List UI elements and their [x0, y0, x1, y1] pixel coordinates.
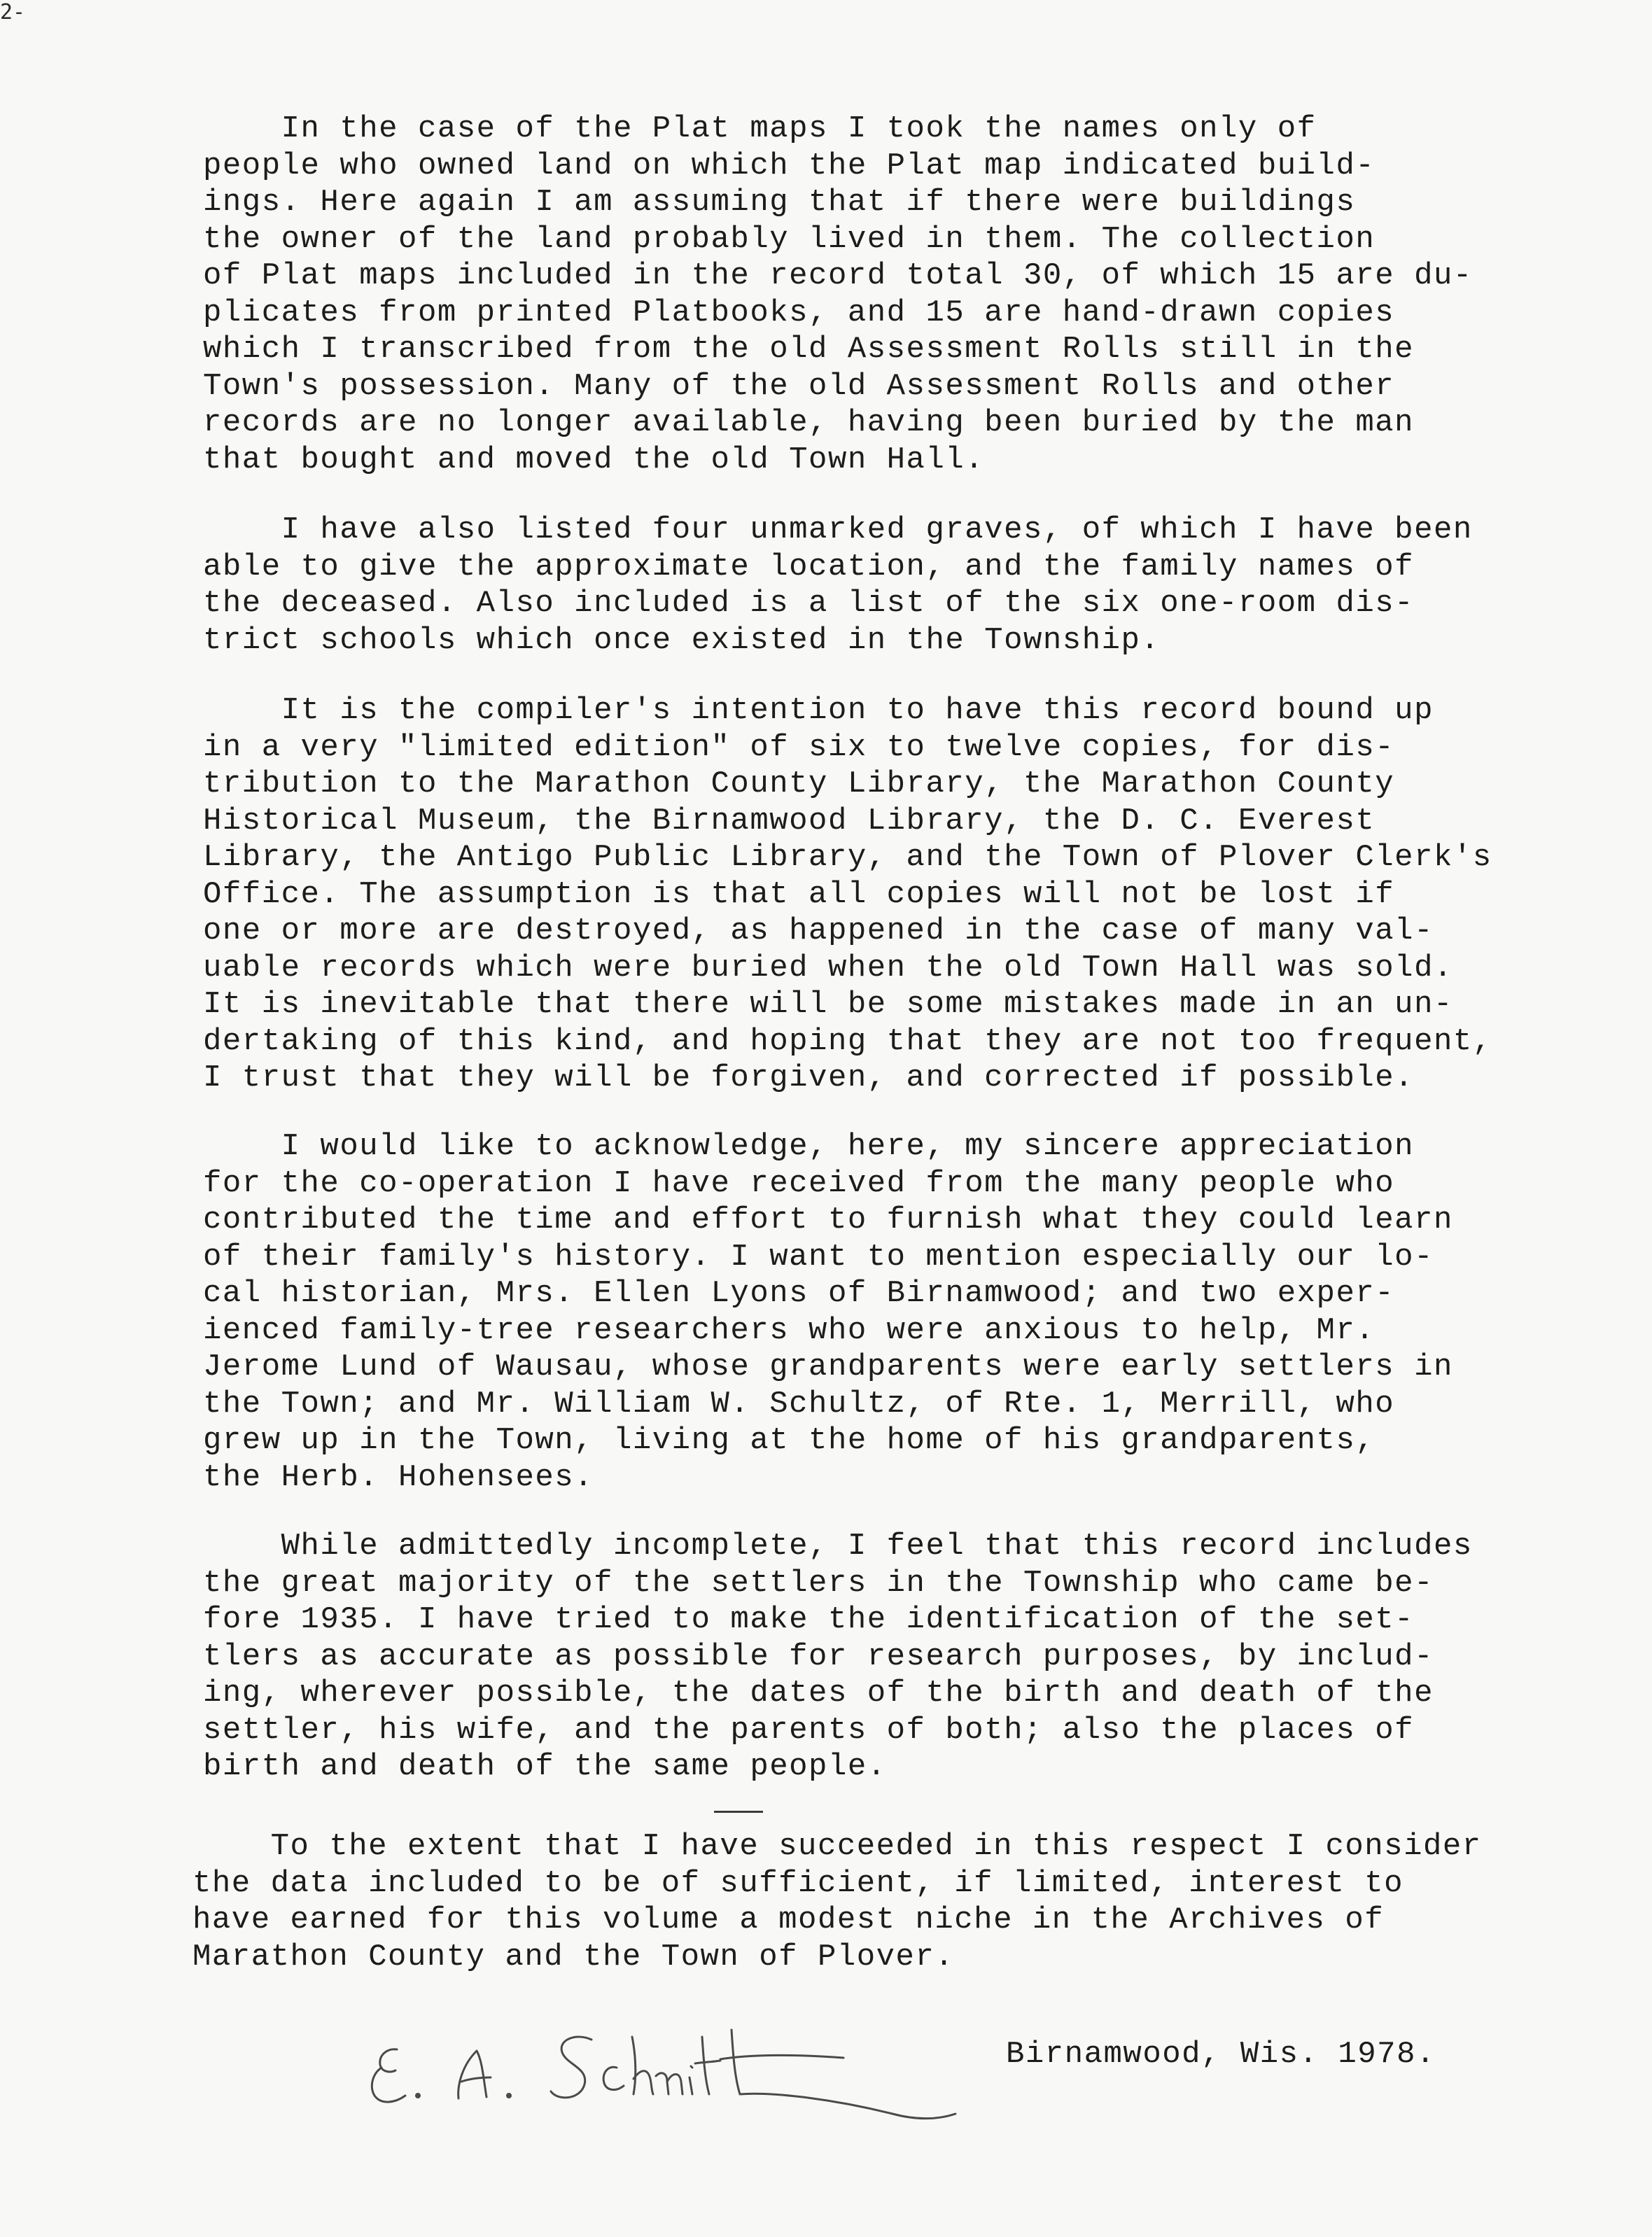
paragraph-conclusion: To the extent that I have succeeded in this respect I consider the data included to be of sufficient, if limited, interest to have earned for this volume a modest niche in the Archives of Marathon County and the Town of Plover.: [192, 1829, 1482, 1975]
paragraph-completeness: While admittedly incomplete, I feel that this record includes the great majority of the settlers in the Township who came be- fore 1935. I have tried to make the identification of the set- tlers as accurate as possible for research purposes, by includ- ing, wherever possible, the dates of the birth and death of the settler, his wife, and the parents of both; also the places of birth and death of the same people.: [203, 1529, 1473, 1784]
handwritten-signature: [354, 2009, 983, 2135]
paragraph-plat-maps: In the case of the Plat maps I took the names only of people who owned land on which the Plat map indicated build- ings. Here again I am assuming that if there were buildings the owner of the land probably lived in them. The collection of Plat maps included in the record total 30, of which 15 are du- plicates from printed Platbooks, and 15 are hand-drawn copies which I transcribed from the old Assessment Rolls still in the Town's possession. Many of the old Assessment Rolls and other records are no longer available, having been buried by the man that bought and moved the old Town Hall.: [203, 111, 1473, 477]
section-divider: [714, 1811, 763, 1813]
place-and-date: Birnamwood, Wis. 1978.: [1006, 2037, 1436, 2072]
page-number: 2-: [0, 0, 26, 24]
paragraph-distribution: It is the compiler's intention to have this record bound up in a very "limited edition" of six to twelve copies, for dis- tribution to the Marathon County Library, the Marathon County Historical Museum, the Birnamwood Library, the D. C. Everest Library, the Antigo Public Library, and the Town of Plover Clerk's Office. The assumption is that all copies will not be lost if one or more are destroyed, as happened in the case of many val- uable records which were buried when the old Town Hall was sold. It is inevitable that there will be some mistakes made in an un- dertaking of this kind, and hoping that they are not too frequent, I trust that they will be forgiven, and corrected if possible.: [203, 693, 1492, 1095]
paragraph-unmarked-graves: I have also listed four unmarked graves, of which I have been able to give the approximate location, and the family names of the deceased. Also included is a list of the six one-room dis- trict schools which once existed in the Township.: [203, 512, 1473, 658]
paragraph-acknowledgements: I would like to acknowledge, here, my sincere appreciation for the co-operation I have received from the many people who contributed the time and effort to furnish what they could learn of their family's history. I want to mention especially our lo- cal historian, Mrs. Ellen Lyons of Birnamwood; and two exper- ienced family-tree researchers who were anxious to help, Mr. Jerome Lund of Wausau, whose grandparents were early settlers in the Town; and Mr. William W. Schultz, of Rte. 1, Merrill, who grew up in the Town, living at the home of his grandparents, the Herb. Hohensees.: [203, 1129, 1453, 1495]
